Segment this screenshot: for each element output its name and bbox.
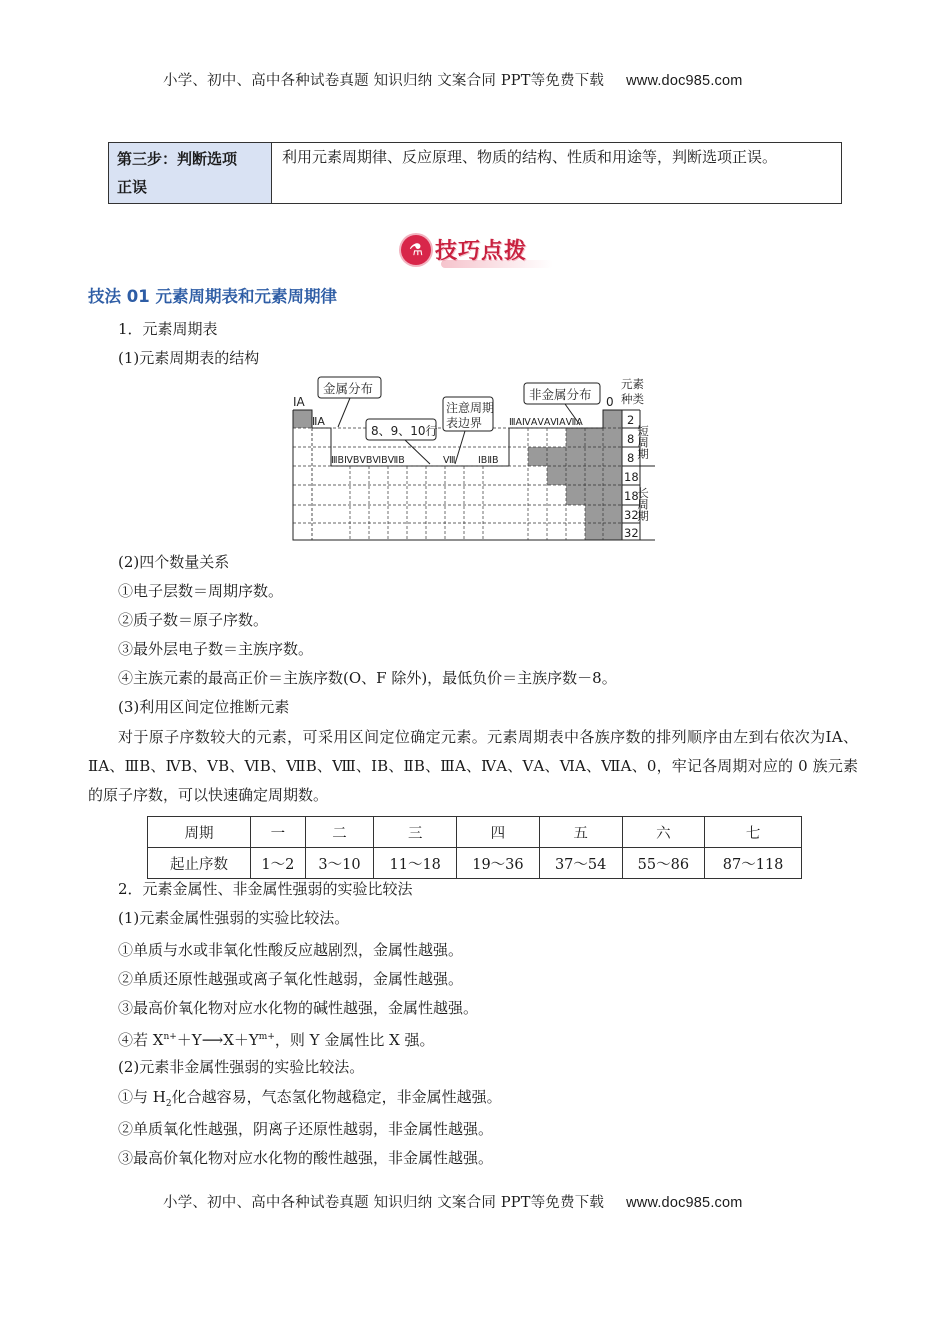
header-text: 小学、初中、高中各种试卷真题 知识归纳 文案合同 PPT等免费下载 — [163, 73, 605, 89]
step3-label-line2: 正误 — [117, 178, 148, 196]
s2-nonmetal-2: ②单质氧化性越强，阴离子还原性越弱，非金属性越强。 — [118, 1120, 494, 1138]
label-0: 0 — [606, 395, 614, 409]
table-row — [148, 848, 802, 879]
table-cell: 一 — [251, 817, 306, 848]
label-long-period: 长周期 — [636, 487, 650, 522]
nonmetal-top — [566, 428, 603, 447]
s1-sub1: (1)元素周期表的结构 — [118, 349, 260, 367]
callout-edge-1: 注意周期 — [446, 401, 495, 415]
table-cell: 二 — [305, 817, 374, 848]
count-3: 8 — [627, 451, 635, 465]
page-header — [163, 69, 743, 90]
m4-sup2: m+ — [258, 1032, 275, 1042]
n1-sub: 2 — [165, 1099, 172, 1109]
table-row — [148, 817, 802, 848]
cell-h — [293, 410, 312, 428]
cell-he — [603, 410, 622, 428]
s2-metal-4 — [118, 1027, 435, 1050]
callout-group8: 8、9、10行 — [371, 424, 438, 438]
s1-item-4: ④主族元素的最高正价＝主族序数(O、F 除外)，最低负价＝主族序数－8。 — [118, 669, 617, 687]
label-short-period: 短周期 — [636, 425, 650, 460]
period-range-table — [147, 816, 802, 879]
s1-sub3: (3)利用区间定位推断元素 — [118, 698, 290, 716]
m4-sup1: n+ — [163, 1032, 177, 1042]
page-footer — [163, 1191, 743, 1212]
step3-label — [109, 143, 272, 204]
footer-text: 小学、初中、高中各种试卷真题 知识归纳 文案合同 PPT等免费下载 — [163, 1195, 605, 1211]
m4-prefix: ④若 X — [118, 1031, 164, 1049]
table-header-cell: 起止序数 — [148, 848, 251, 879]
step3-label-line1: 第三步：判断选项 — [117, 150, 238, 168]
badge-text: 技巧点拨 — [435, 239, 528, 264]
s2-title: 2．元素金属性、非金属性强弱的实验比较法 — [118, 880, 413, 898]
callout-edge-2: 表边界 — [446, 416, 483, 430]
header-url[interactable]: www.doc985.com — [626, 73, 743, 89]
table-header-cell: 周期 — [148, 817, 251, 848]
s2-sub1: (1)元素金属性强弱的实验比较法。 — [118, 909, 350, 927]
count-2: 8 — [627, 432, 635, 446]
label-main-A: ⅢAⅣAⅤAⅥAⅦA — [509, 417, 583, 428]
step3-text: 利用元素周期律、反应原理、物质的结构、性质和用途等，判断选项正误。 — [272, 143, 842, 204]
table-cell: 87～118 — [705, 848, 802, 879]
n1-suffix: 化合越容易，气态氢化物越稳定，非金属性越强。 — [171, 1088, 502, 1106]
label-IB-IIB: ⅠBⅡB — [478, 455, 499, 466]
s2-sub2: (2)元素非金属性强弱的实验比较法。 — [118, 1058, 365, 1076]
header-kinds-1: 元素 — [621, 377, 644, 391]
s1-item-1: ①电子层数＝周期序数。 — [118, 582, 284, 600]
s1-item-3: ③最外层电子数＝主族序数。 — [118, 640, 314, 658]
s2-nonmetal-3: ③最高价氧化物对应水化物的酸性越强，非金属性越强。 — [118, 1149, 494, 1167]
count-6: 32 — [624, 508, 639, 522]
table-cell: 六 — [622, 817, 705, 848]
s2-nonmetal-1 — [118, 1087, 502, 1114]
s1-paragraph: 对于原子序数较大的元素，可采用区间定位确定元素。元素周期表中各族序数的排列顺序由左到右依次为ⅠA、ⅡA、ⅢB、ⅣB、ⅤB、ⅥB、ⅦB、Ⅷ、ⅠB、ⅡB、ⅢA、ⅣA、ⅤA、ⅥA、ⅦA、0，牢记各周期对应的 0 族元素的原子序数，可以快速确定周期数。 — [88, 728, 858, 804]
label-IA: ⅠA — [293, 395, 305, 409]
s2-metal-3: ③最高价氧化物对应水化物的碱性越强，金属性越强。 — [118, 999, 479, 1017]
periodic-table-diagram — [290, 375, 660, 541]
callout-nonmetal: 非金属分布 — [529, 387, 592, 402]
table-cell: 3～10 — [305, 848, 374, 879]
table-cell: 37～54 — [539, 848, 622, 879]
n1-prefix: ①与 H — [118, 1088, 166, 1106]
s1-title: 1．元素周期表 — [118, 320, 218, 338]
table-cell: 55～86 — [622, 848, 705, 879]
table-cell: 1～2 — [251, 848, 306, 879]
count-4: 18 — [624, 470, 639, 484]
footer-url[interactable]: www.doc985.com — [626, 1195, 743, 1211]
table-cell: 11～18 — [374, 848, 457, 879]
header-kinds-2: 种类 — [621, 392, 644, 406]
label-VIII: Ⅷ — [443, 455, 456, 466]
table-cell: 19～36 — [457, 848, 540, 879]
tips-badge — [401, 234, 561, 270]
s1-item-2: ②质子数＝原子序数。 — [118, 611, 269, 629]
callout-metal: 金属分布 — [323, 381, 374, 396]
section-title: 技法 01 元素周期表和元素周期律 — [88, 287, 337, 306]
table-cell: 五 — [539, 817, 622, 848]
s2-metal-2: ②单质还原性越强或离子氧化性越弱，金属性越强。 — [118, 970, 464, 988]
table-cell: 七 — [705, 817, 802, 848]
count-1: 2 — [627, 413, 635, 427]
s1-sub2: (2)四个数量关系 — [118, 553, 230, 571]
count-7: 32 — [624, 526, 639, 540]
table-cell: 三 — [374, 817, 457, 848]
badge-swoosh — [441, 260, 553, 268]
label-IIA: ⅡA — [312, 415, 325, 428]
m4-suffix: ，则 Y 金属性比 X 强。 — [274, 1031, 435, 1049]
step3-table — [108, 142, 842, 204]
count-5: 18 — [624, 489, 639, 503]
m4-mid: ＋Y⟶X＋Y — [176, 1031, 259, 1049]
s2-metal-1: ①单质与水或非氧化性酸反应越剧烈，金属性越强。 — [118, 941, 464, 959]
flask-icon: ⚗ — [401, 235, 431, 265]
table-cell: 四 — [457, 817, 540, 848]
label-transition: ⅢBⅣBⅤBⅥBⅦB — [331, 455, 405, 466]
